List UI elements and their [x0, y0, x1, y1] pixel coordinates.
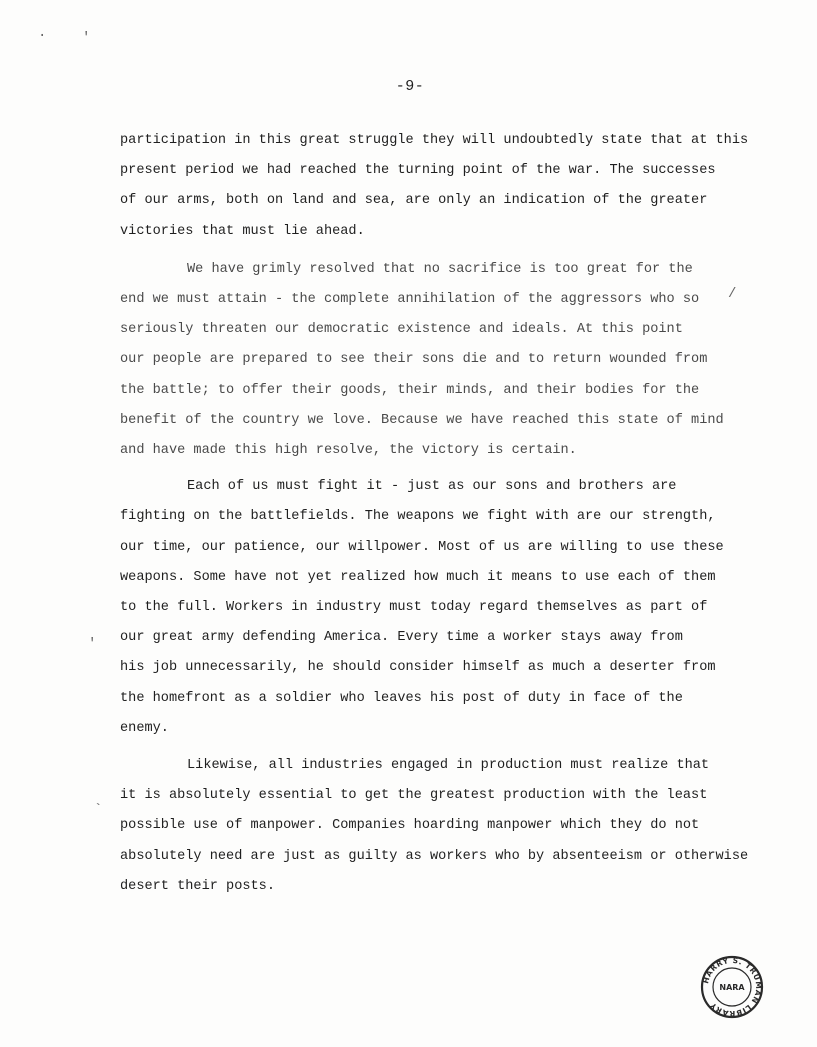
paragraph-1: [120, 126, 749, 247]
text-line: of our arms, both on land and sea, are only an indication of the greater: [120, 193, 708, 209]
text-line: the battle; to offer their goods, their minds, and their bodies for the: [120, 382, 700, 398]
text-line: our great army defending America. Every time a worker stays away from: [120, 630, 683, 646]
text-line: We have grimly resolved that no sacrifice is too great for the: [187, 261, 693, 277]
paragraph-2: [120, 255, 740, 466]
text-line: benefit of the country we love. Because we have reached this state of mind: [120, 412, 724, 428]
text-line: Likewise, all industries engaged in production must realize that: [187, 758, 710, 774]
page-number: -9-: [395, 78, 425, 95]
text-line: enemy.: [120, 720, 169, 736]
text-line: seriously threaten our democratic existence and ideals. At this point: [120, 322, 683, 338]
text-line: and have made this high resolve, the victory is certain.: [120, 443, 577, 459]
text-line: present period we had reached the turning point of the war. The successes: [120, 163, 716, 179]
svg-text:HARRY S. TRUMAN LIBRARY: HARRY S. TRUMAN LIBRARY: [701, 955, 764, 1019]
text-line: to the full. Workers in industry must today regard themselves as part of: [120, 600, 708, 616]
paragraph-3: [120, 472, 740, 744]
truman-library-seal: [700, 955, 764, 1019]
text-line: weapons. Some have not yet realized how much it means to use each of them: [120, 569, 716, 585]
text-line: Each of us must fight it - just as our sons and brothers are: [187, 479, 677, 495]
text-line: the homefront as a soldier who leaves his post of duty in face of the: [120, 690, 683, 706]
paragraph-4: [120, 751, 749, 902]
text-line: victories that must lie ahead.: [120, 223, 365, 239]
scan-mark: ·: [38, 28, 47, 44]
text-line: absolutely need are just as guilty as workers who by absenteeism or otherwise: [120, 848, 749, 864]
text-line: participation in this great struggle they will undoubtedly state that at this: [120, 133, 749, 148]
text-line: his job unnecessarily, he should consider himself as much a deserter from: [120, 660, 716, 676]
scan-mark: ': [88, 636, 97, 652]
scan-mark: `: [94, 802, 103, 818]
text-line: it is absolutely essential to get the greatest production with the least: [120, 788, 708, 804]
svg-text:NARA: NARA: [719, 983, 745, 992]
text-line: our time, our patience, our willpower. Most of us are willing to use these: [120, 539, 724, 555]
text-line: fighting on the battlefields. The weapons we fight with are our strength,: [120, 509, 716, 525]
text-line: desert their posts.: [120, 878, 275, 894]
text-line: possible use of manpower. Companies hoarding manpower which they do not: [120, 818, 700, 834]
scan-mark: /: [728, 286, 737, 302]
text-line: end we must attain - the complete annihilation of the aggressors who so: [120, 292, 700, 308]
body-text: [120, 126, 749, 902]
scan-mark: ': [82, 30, 91, 46]
text-line: our people are prepared to see their sons die and to return wounded from: [120, 352, 708, 368]
